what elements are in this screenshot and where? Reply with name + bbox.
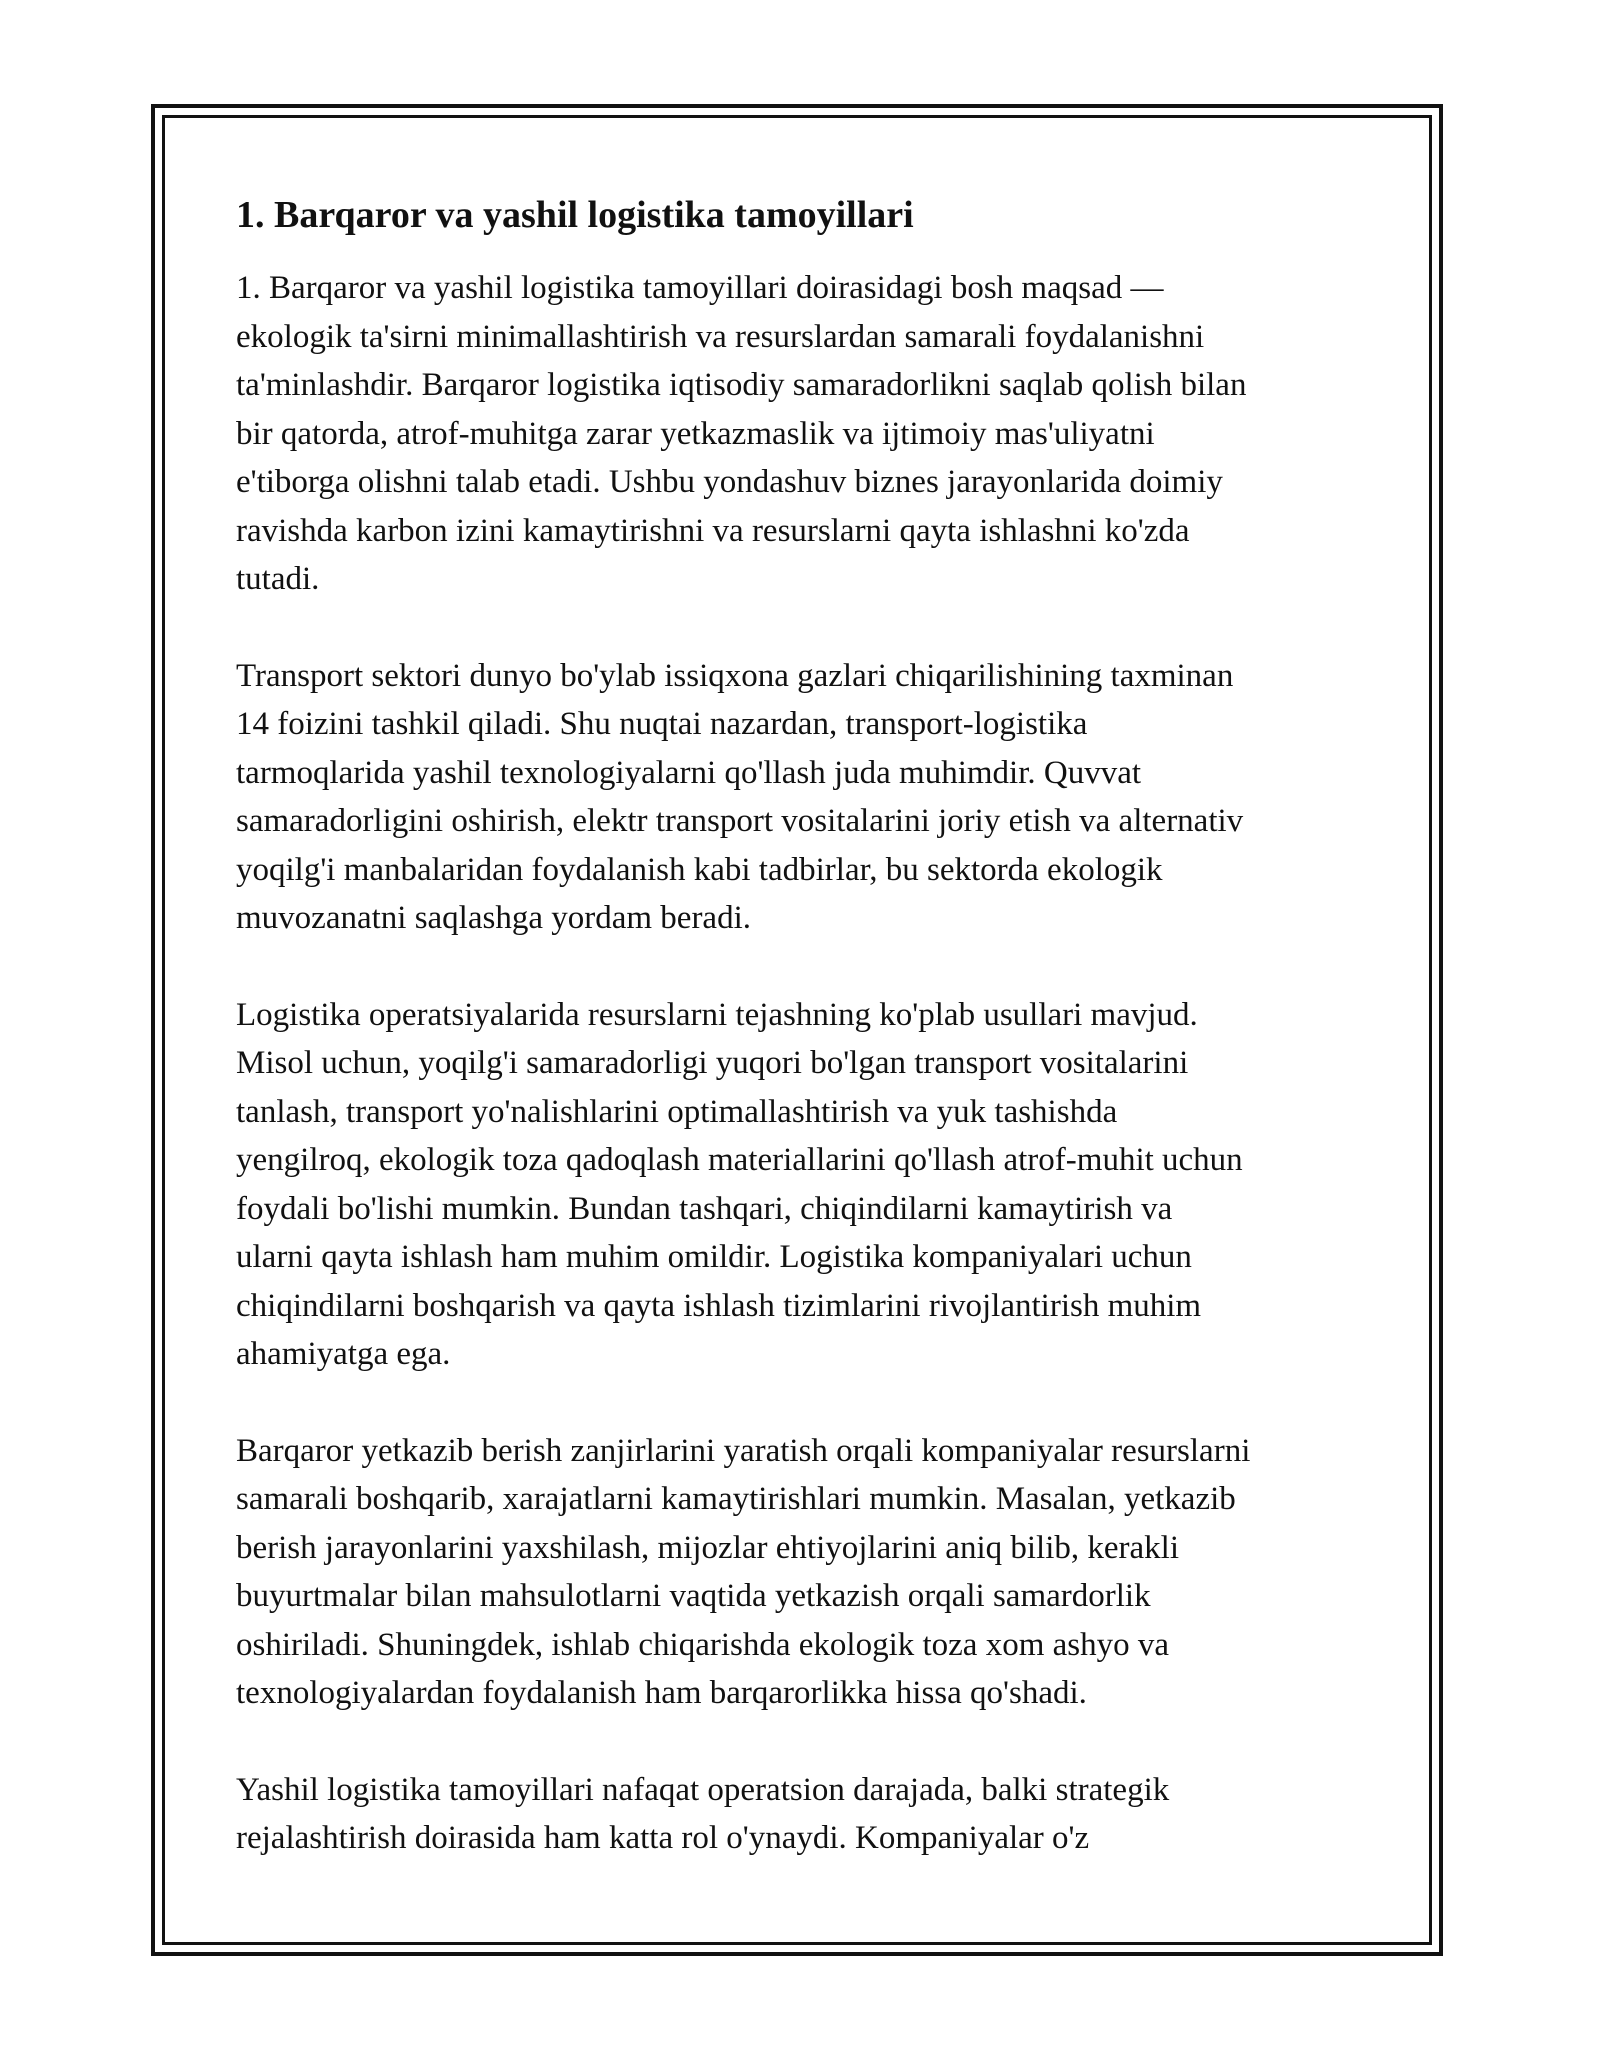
paragraph-line: tutadi. [236,561,320,597]
paragraph-line: samaradorligini oshirish, elektr transport vositalarini joriy etish va alternativ [236,803,1244,839]
paragraph [236,1766,1376,1863]
paragraph-line: chiqindilarni boshqarish va qayta ishlash tizimlarini rivojlantirish muhim [236,1287,1202,1324]
paragraph-line: oshiriladi. Shuningdek, ishlab chiqarishda ekologik toza xom ashyo va [236,1626,1170,1663]
paragraph-line: rejalashtirish doirasida ham katta rol o'ynaydi. Kompaniyalar o'z [236,1820,1090,1856]
paragraph-line: Barqaror yetkazib berish zanjirlarini yaratish orqali kompaniyalar resurslarni [236,1432,1251,1469]
document-body [236,186,1376,1911]
paragraph-line: yoqilg'i manbalaridan foydalanish kabi tadbirlar, bu sektorda ekologik [236,851,1163,888]
paragraph-line: Logistika operatsiyalarida resurslarni tejashning ko'plab usullari mavjud. [236,996,1198,1033]
paragraph-line: ularni qayta ishlash ham muhim omildir. Logistika kompaniyalari uchun [236,1239,1192,1275]
paragraph-line: yengilroq, ekologik toza qadoqlash materiallarini qo'llash atrof-muhit uchun [236,1142,1243,1178]
paragraph-line: 1. Barqaror va yashil logistika tamoyillari doirasidagi bosh maqsad — [236,270,1164,306]
paragraph-line: samarali boshqarib, xarajatlarni kamaytirishlari mumkin. Masalan, yetkazib [236,1481,1236,1517]
paragraph-line: Yashil logistika tamoyillari nafaqat operatsion darajada, balki strategik [236,1771,1170,1808]
paragraph-line: buyurtmalar bilan mahsulotlarni vaqtida yetkazish orqali samardorlik [236,1578,1151,1614]
paragraph-line: texnologiyalardan foydalanish ham barqarorlikka hissa qo'shadi. [236,1675,1087,1711]
paragraph-line: Transport sektori dunyo bo'ylab issiqxona gazlari chiqarilishining taxminan [236,657,1234,694]
paragraph-line: ahamiyatga ega. [236,1336,451,1372]
paragraph-line: ekologik ta'sirni minimallashtirish va resurslardan samarali foydalanishni [236,318,1205,355]
paragraph [236,652,1376,943]
paragraph-line: ta'minlashdir. Barqaror logistika iqtisodiy samaradorlikni saqlab qolish bilan [236,367,1247,403]
paragraph-list [236,264,1376,1863]
section-heading: 1. Barqaror va yashil logistika tamoyillari [236,194,914,236]
paragraph-line: bir qatorda, atrof-muhitga zarar yetkazmaslik va ijtimoiy mas'uliyatni [236,415,1155,452]
paragraph-line: foydali bo'lishi mumkin. Bundan tashqari, chiqindilarni kamaytirish va [236,1190,1173,1227]
paragraph-line: Misol uchun, yoqilg'i samaradorligi yuqori bo'lgan transport vositalarini [236,1045,1189,1081]
paragraph [236,991,1376,1379]
paragraph-line: 14 foizini tashkil qiladi. Shu nuqtai nazardan, transport-logistika [236,706,1088,742]
paragraph [236,264,1376,604]
paragraph-line: berish jarayonlarini yaxshilash, mijozlar ehtiyojlarini aniq bilib, kerakli [236,1529,1179,1566]
paragraph-line: e'tiborga olishni talab etadi. Ushbu yondashuv biznes jarayonlarida doimiy [236,464,1223,500]
paragraph-line: tarmoqlarida yashil texnologiyalarni qo'llash juda muhimdir. Quvvat [236,754,1142,791]
paragraph-line: tanlash, transport yo'nalishlarini optimallashtirish va yuk tashishda [236,1093,1118,1130]
paragraph-line: ravishda karbon izini kamaytirishni va resurslarni qayta ishlashni ko'zda [236,512,1190,549]
paragraph-line: muvozanatni saqlashga yordam beradi. [236,900,751,936]
paragraph [236,1427,1376,1718]
